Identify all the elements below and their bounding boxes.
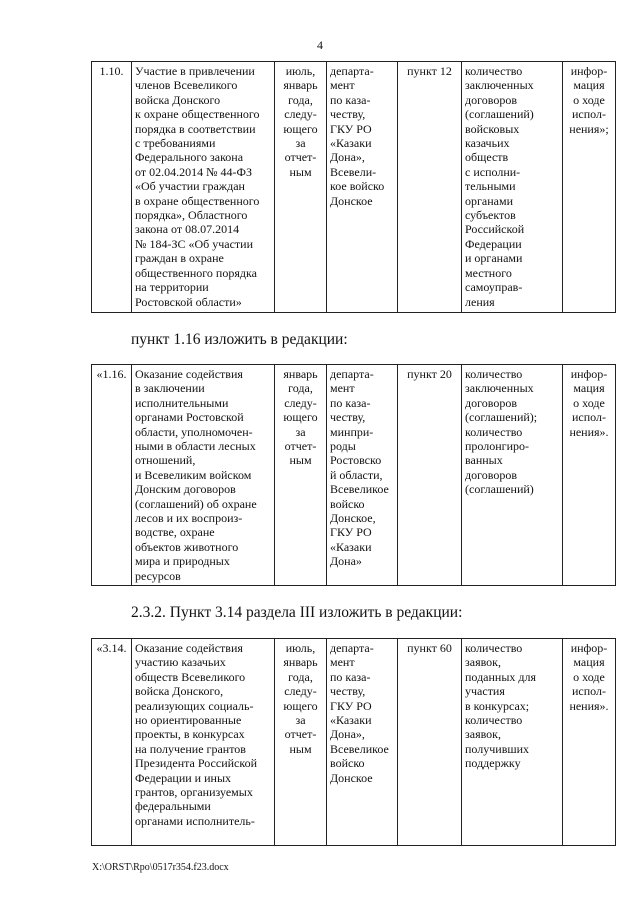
page-number: 4 (317, 38, 323, 52)
table-row (92, 639, 616, 846)
activity-cell: Оказание содействия в заключении исполнительными органами Ростовской области, уполномочен- ными в области лесных отношений, и Всевеликим войском Донским договоров (соглашений) об охране лесов и их воспроиз- водстве, охране объектов животного мира и природных ресурсов (132, 365, 275, 586)
plan-table-1-10 (91, 61, 616, 313)
table-row (92, 365, 616, 586)
indicator-cell: количество заключенных договоров (соглашений); количество пролонгиро- ванных договоров (соглашений) (462, 365, 563, 586)
item-number: «3.14. (92, 639, 132, 846)
indicator-cell: количество заявок, поданных для участия в конкурсах; количество заявок, получивших поддержку (462, 639, 563, 846)
table-row (92, 62, 616, 313)
reference-cell: пункт 12 (398, 62, 462, 313)
item-number: «1.16. (92, 365, 132, 586)
section-heading-3-14: 2.3.2. Пункт 3.14 раздела III изложить в редакции: (131, 604, 463, 621)
term-cell: июль, январь года, следу- ющего за отчет- ным (275, 639, 327, 846)
report-cell: инфор- мация о ходе испол- нения». (563, 365, 616, 586)
report-cell: инфор- мация о ходе испол- нения». (563, 639, 616, 846)
executor-cell: департа- мент по каза- честву, ГКУ РО «Казаки Дона», Всевели- кое войско Донское (327, 62, 398, 313)
indicator-cell: количество заключенных договоров (соглашений) войсковых казачьих обществ с исполни- тельными органами субъектов Российской Федерации и органами местного самоуправ- ления (462, 62, 563, 313)
executor-cell: департа- мент по каза- честву, минпри- роды Ростовско й области, Всевеликое войско Донское, ГКУ РО «Казаки Дона» (327, 365, 398, 586)
file-path-footer: X:\ORST\Rpo\0517r354.f23.docx (92, 862, 229, 873)
plan-table-1-16 (91, 364, 616, 586)
report-cell: инфор- мация о ходе испол- нения»; (563, 62, 616, 313)
reference-cell: пункт 60 (398, 639, 462, 846)
activity-cell: Оказание содействия участию казачьих обществ Всевеликого войска Донского, реализующих социаль- но ориентированные проекты, в конкурсах на получение грантов Президента Российской Федерации и иных грантов, организуемых федеральными органами исполнитель- (132, 639, 275, 846)
activity-cell: Участие в привлечении членов Всевеликого войска Донского к охране общественного порядка в соответствии с требованиями Федерального закона от 02.04.2014 № 44-ФЗ «Об участии граждан в охране общественного порядка», Областного закона от 08.07.2014 № 184-ЗС «Об участии граждан в охране общественного порядка на территории Ростовской области» (132, 62, 275, 313)
plan-table-3-14 (91, 638, 616, 846)
term-cell: январь года, следу- ющего за отчет- ным (275, 365, 327, 586)
executor-cell: департа- мент по каза- честву, ГКУ РО «Казаки Дона», Всевеликое войско Донское (327, 639, 398, 846)
section-heading-1-16: пункт 1.16 изложить в редакции: (131, 331, 348, 348)
reference-cell: пункт 20 (398, 365, 462, 586)
item-number: 1.10. (92, 62, 132, 313)
term-cell: июль, январь года, следу- ющего за отчет- ным (275, 62, 327, 313)
